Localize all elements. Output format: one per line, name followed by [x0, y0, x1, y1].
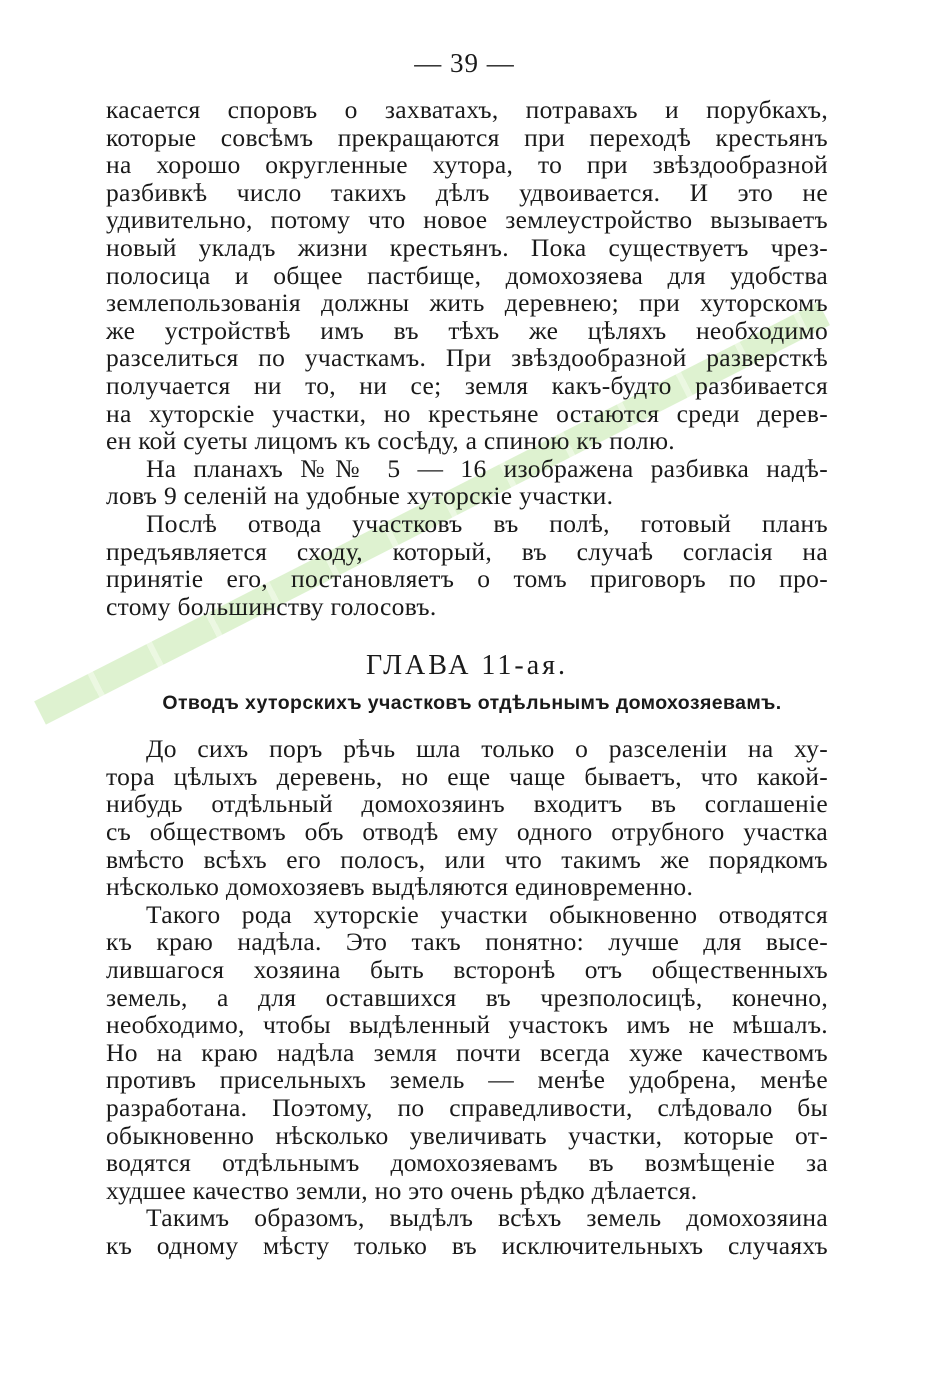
text-line: принятіе его, постановляетъ о томъ приговоръ по про-	[106, 564, 828, 594]
text-line: къ одному мѣсту только въ исключительныхъ случаяхъ	[106, 1230, 828, 1260]
text-line: ловъ 9 селеній на удобные хуторскіе участки.	[106, 481, 614, 511]
text-line: нѣсколько домохозяевъ выдѣляются единовременно.	[106, 872, 694, 902]
chapter-subtitle: Отводъ хуторскихъ участковъ отдѣльнымъ домохозяевамъ.	[162, 692, 782, 715]
text-line: обыкновенно нѣсколько увеличивать участки, которые от-	[106, 1120, 828, 1150]
text-line: худшее качество земли, но это очень рѣдко дѣлается.	[106, 1175, 698, 1205]
text-line: ен кой суеты лицомъ къ сосѣду, а спиною къ полю.	[106, 426, 675, 456]
text-line: лившагося хозяина быть всторонѣ отъ общественныхъ	[106, 955, 828, 985]
text-line: тора цѣлыхъ деревень, но еще чаще бываетъ, что какой-	[106, 761, 828, 791]
page-body	[106, 96, 828, 1260]
text-line: предъявляется сходу, который, въ случаѣ согласія на	[106, 536, 828, 566]
text-line: разработана. Поэтому, по справедливости, слѣдовало бы	[106, 1093, 828, 1122]
page-number: — 39 —	[414, 48, 515, 78]
text-line: Такого рода хуторскіе участки обыкновенно отводятся	[146, 899, 828, 929]
text-line: къ краю надѣла. Это такъ понятно: лучше для высе-	[106, 927, 828, 957]
paragraph-2	[106, 455, 828, 510]
paragraph-4	[106, 735, 828, 901]
text-line: новый укладъ жизни крестьянъ. Пока существуетъ чрез-	[106, 232, 828, 262]
paragraph-3	[106, 510, 828, 620]
text-line: Но на краю надѣла земля почти всегда хуже качествомъ	[106, 1037, 828, 1067]
text-line: касается споровъ о захватахъ, потравахъ и порубкахъ,	[106, 95, 828, 124]
text-line: Такимъ образомъ, выдѣлъ всѣхъ земель домохозяина	[146, 1203, 828, 1233]
text-line: получается ни то, ни се; земля какъ-будто разбивается	[106, 370, 828, 400]
text-line: противъ присельныхъ земель — менѣе удобрена, менѣе	[106, 1065, 828, 1095]
text-line: На планахъ №№ 5 — 16 изображена разбивка надѣ-	[146, 453, 828, 483]
text-line: на хорошо округленные хутора, то при звѣздообразной	[106, 150, 828, 180]
text-line: съ обществомъ объ отводѣ ему одного отрубного участка	[106, 817, 828, 847]
text-line: которые совсѣмъ прекращаются при переходѣ крестьянъ	[106, 122, 828, 152]
text-line: До сихъ поръ рѣчь шла только о разселеніи на ху-	[146, 734, 828, 764]
text-line: водятся отдѣльнымъ домохозяевамъ въ возмѣщеніе за	[106, 1148, 828, 1178]
text-line: разселиться по участкамъ. При звѣздообразной разверсткѣ	[106, 343, 828, 373]
text-line: разбивкѣ число такихъ дѣлъ удвоивается. И это не	[106, 177, 828, 207]
text-line: полосица и общее пастбище, домохозяева для удобства	[106, 260, 828, 290]
text-line: стому большинству голосовъ.	[106, 591, 437, 621]
text-line: нибудь отдѣльный домохозяинъ входитъ въ соглашеніе	[106, 789, 828, 819]
text-line: необходимо, чтобы выдѣленный участокъ имъ не мѣшалъ.	[106, 1010, 828, 1040]
paragraph-1	[106, 96, 828, 455]
text-line: Послѣ отвода участковъ въ полѣ, готовый планъ	[146, 508, 828, 538]
text-line: на хуторскіе участки, но крестьяне остаются среди дерев-	[106, 398, 828, 428]
text-line: вмѣсто всѣхъ его полосъ, или что такимъ же порядкомъ	[106, 844, 828, 874]
paragraph-5	[106, 901, 828, 1205]
text-line: земель, а для оставшихся въ чрезполосицѣ, конечно,	[106, 982, 828, 1012]
text-line: удивительно, потому что новое землеустройство вызываетъ	[106, 205, 828, 235]
text-line: же устройствѣ имъ въ тѣхъ же цѣляхъ необходимо	[106, 315, 828, 345]
text-line: землепользованія должны жить деревнею; при хуторскомъ	[106, 288, 828, 318]
chapter-title: ГЛАВА 11-ая.	[365, 650, 569, 682]
paragraph-6	[106, 1204, 828, 1259]
